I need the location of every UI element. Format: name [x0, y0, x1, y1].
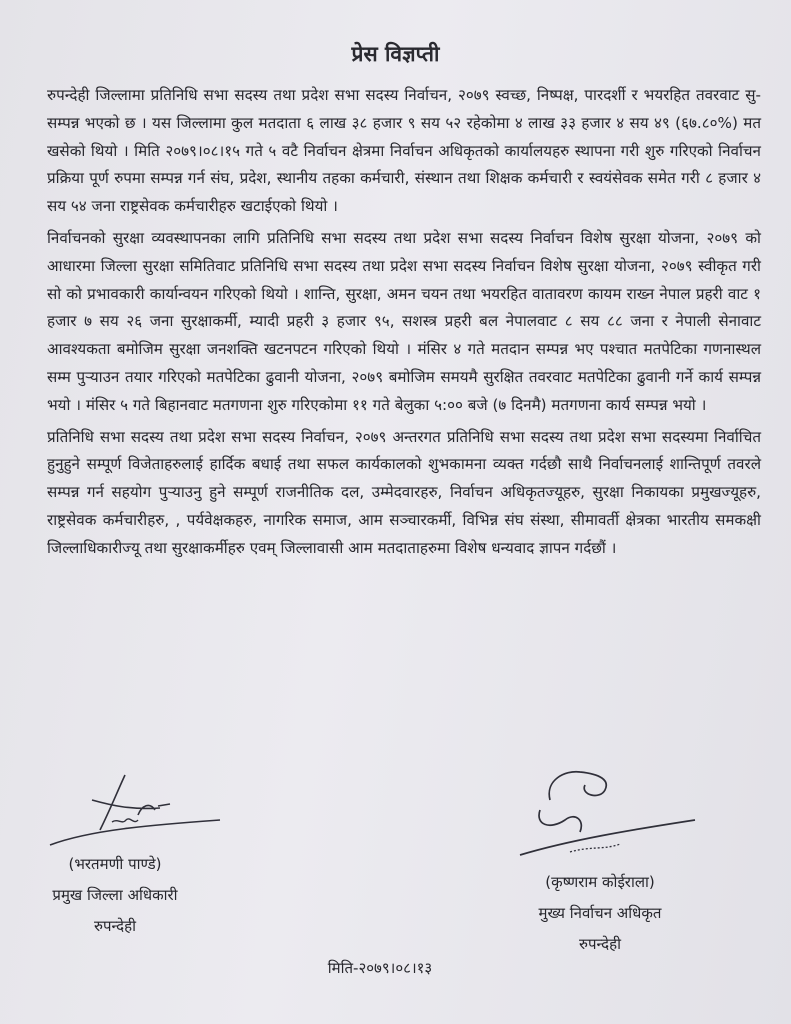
right-signatory-name: (कृष्णराम कोईराला) — [545, 873, 655, 891]
right-signatory-title: मुख्य निर्वाचन अधिकृत — [538, 904, 662, 922]
right-signature — [510, 760, 700, 870]
document-date: मिति-२०७९।०८।१३ — [327, 959, 433, 977]
left-signature — [30, 770, 230, 850]
paragraph-thanks: प्रतिनिधि सभा सदस्य तथा प्रदेश सभा सदस्य निर्वाचन, २०७९ अन्तरगत प्रतिनिधि सभा सदस्य तथा प्रदेश सभा सदस्यमा निर्वाचित हुनुहुने सम्पूर्ण विजेताहरुलाई हार्दिक बधाई तथा सफल कार्यकालको शुभकामना व्यक्त गर्दछौ साथै निर्वाचनलाई शान्तिपूर्ण तवरले सम्पन्न गर्न सहयोग पुर्‍याउनु हुने सम्पूर्ण राजनीतिक दल, उम्मेदवारहरु, निर्वाचन अधिकृतज्यूहरु, सुरक्षा निकायका प्रमुखज्यूहरु, राष्ट्रसेवक कर्मचारीहरु, , पर्यवेक्षकहरु, नागरिक समाज, आम सञ्चारकर्मी, विभिन्न संघ संस्था, सीमावर्ती क्षेत्रका भारतीय समकक्षी जिल्लाधिकारीज्यू तथा सुरक्षाकर्मीहरु एवम् जिल्लावासी आम मतदाताहरुमा विशेष धन्यवाद ज्ञापन गर्दछौं । — [47, 427, 761, 557]
paragraph-election-summary: रुपन्देही जिल्लामा प्रतिनिधि सभा सदस्य तथा प्रदेश सभा सदस्य निर्वाचन, २०७९ स्वच्छ, निष्पक्ष, पारदर्शी र भयरहित तवरवाट सु-सम्पन्न भएको छ । यस जिल्लामा कुल मतदाता ६ लाख ३८ हजार ९ सय ५२ रहेकोमा ४ लाख ३३ हजार ४ सय ४९ (६७.८०%) मत खसेको थियो । मिति २०७९।०८।१५ गते ५ वटै निर्वाचन क्षेत्रमा निर्वाचन अधिकृतको कार्यालयहरु स्थापना गरी शुरु गरिएको निर्वाचन प्रक्रिया पूर्ण रुपमा सम्पन्न गर्न संघ, प्रदेश, स्थानीय तहका कर्मचारी, संस्थान तथा शिक्षक कर्मचारी र स्वयंसेवक समेत गरी ८ हजार ४ सय ५४ जना राष्ट्रसेवक कर्मचारीहरु खटाईएको थियो । — [47, 86, 761, 216]
right-signatory-block — [490, 867, 710, 960]
left-signatory-name: (भरतमणी पाण्डे) — [68, 855, 162, 873]
left-signatory-title: प्रमुख जिल्ला अधिकारी — [52, 886, 178, 904]
left-signatory-block — [30, 849, 200, 942]
right-signatory-location: रुपन्देही — [579, 935, 621, 953]
document-title: प्रेस विज्ञप्ती — [351, 42, 440, 66]
left-signatory-location: रुपन्देही — [94, 917, 136, 935]
paragraph-security-arrangements: निर्वाचनको सुरक्षा व्यवस्थापनका लागि प्रतिनिधि सभा सदस्य तथा प्रदेश सभा सदस्य निर्वाचन विशेष सुरक्षा योजना, २०७९ को आधारमा जिल्ला सुरक्षा समितिवाट प्रतिनिधि सभा सदस्य तथा प्रदेश सभा सदस्य निर्वाचन विशेष सुरक्षा योजना, २०७९ स्वीकृत गरी सो को प्रभावकारी कार्यान्वयन गरिएको थियो । शान्ति, सुरक्षा, अमन चयन तथा भयरहित वातावरण कायम राख्न नेपाल प्रहरी वाट १ हजार ७ सय २६ जना सुरक्षाकर्मी, म्यादी प्रहरी ३ हजार ९५, सशस्त्र प्रहरी बल नेपालवाट ८ सय ८८ जना र नेपाली सेनावाट आवश्यकता बमोजिम सुरक्षा जनशक्ति खटनपटन गरिएको थियो । मंसिर ४ गते मतदान सम्पन्न भए पश्चात मतपेटिका गणनास्थल सम्म पुर्‍याउन तयार गरिएको मतपेटिका ढुवानी योजना, २०७९ बमोजिम समयमै सुरक्षित तवरवाट मतपेटिका ढुवानी गर्ने कार्य सम्पन्न भयो । मंसिर ५ गते बिहानवाट मतगणना शुरु गरिएकोमा ११ गते बेलुका ५:०० बजे (७ दिनमै) मतगणना कार्य सम्पन्न भयो । — [47, 228, 761, 414]
document-body — [47, 82, 761, 567]
